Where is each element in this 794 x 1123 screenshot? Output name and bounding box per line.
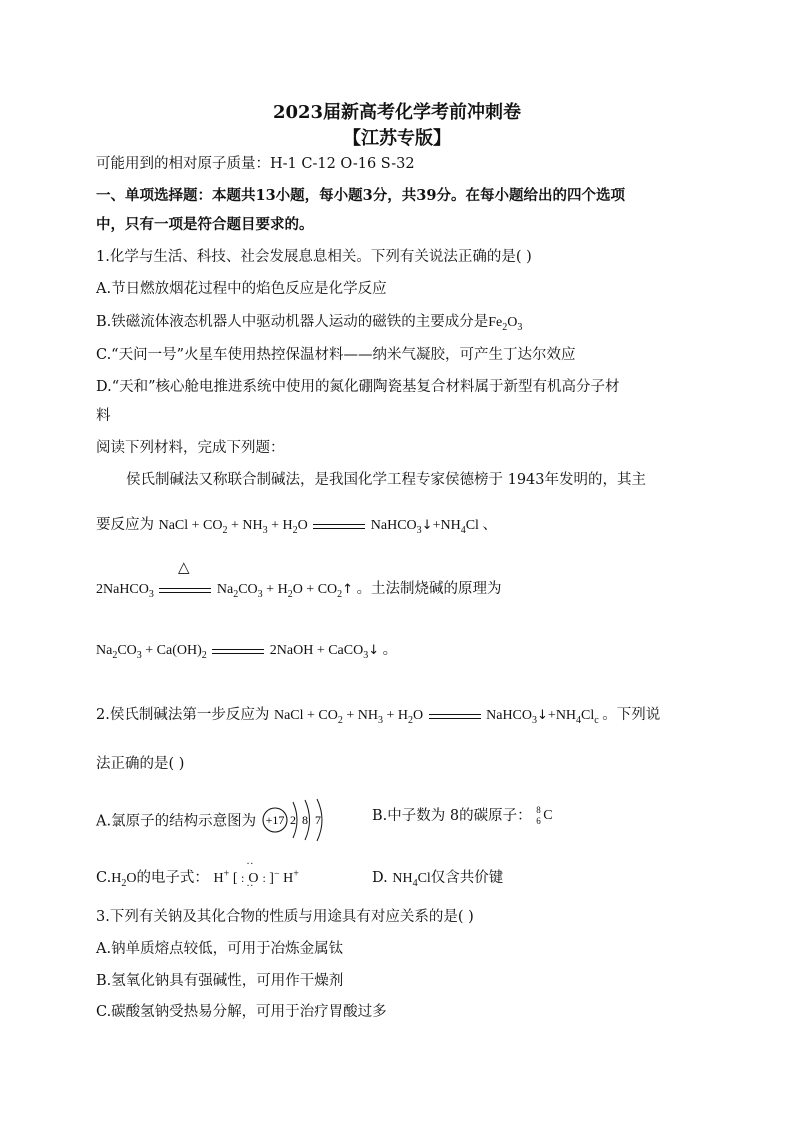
- q2-option-a: [96, 798, 339, 842]
- material-p2-prefix: 要反应为: [96, 517, 154, 533]
- q2-equation: NaCl + $CO_2 + NH_3 + H_2O$ $NaHCO_3↓+NH_4Cl_c$: [273, 708, 599, 726]
- q2-option-b-text: B.中子数为 8的碳原子：: [372, 808, 532, 824]
- q2-suffix: 。下列说: [602, 707, 661, 723]
- exam-subtitle: 【江苏专版】: [343, 128, 451, 149]
- q3-option-c: C.碳酸氢钠受热易分解，可用于治疗胃酸过多: [96, 1004, 387, 1020]
- q2-option-d: D. $NH_4Cl$仅含共价键: [372, 870, 504, 889]
- atom-shell-1: 2: [289, 813, 296, 827]
- material-equation2-line: [96, 577, 502, 600]
- q1-option-d-line2: 料: [96, 408, 111, 424]
- material-p3-tail: 。土法制烧碱的原理为: [356, 581, 502, 597]
- material-paragraph1: 侯氏制碱法又称联合制碱法，是我国化学工程专家侯德榜于 1943年发明的，其主: [126, 472, 647, 488]
- q1-option-d-line1: D.“天和”核心舱电推进系统中使用的氮化硼陶瓷基复合材料属于新型有机高分子材: [96, 379, 620, 395]
- section-heading-line2: 中，只有一项是符合题目要求的。: [96, 216, 314, 233]
- q1-stem: 1.化学与生活、科技、社会发展息息相关。下列有关说法正确的是( ): [96, 249, 532, 265]
- q1-option-a: A.节日燃放烟花过程中的焰色反应是化学反应: [96, 281, 387, 297]
- heat-symbol: △: [178, 558, 190, 576]
- atom-shell-2: 8: [301, 813, 308, 827]
- material-p2-tail: 、: [482, 517, 497, 533]
- material-intro: 阅读下列材料，完成下列题：: [96, 440, 285, 456]
- section-heading-line1: 一、单项选择题：本题共13小题，每小题3分，共39分。在每小题给出的四个选项: [96, 187, 625, 204]
- q3-option-b: B.氢氧化钠具有强碱性，可用作干燥剂: [96, 973, 344, 989]
- material-equation3-line: [96, 638, 397, 661]
- equation-3: $Na_2CO_3 + Ca(OH)_2$ 2NaOH + CaCO$_3$↓: [96, 643, 380, 661]
- q1-option-b-formula: $Fe_2O_3$: [488, 315, 523, 333]
- q2-option-a-text: A.氯原子的结构示意图为: [96, 813, 257, 830]
- q2-stem-line2: 法正确的是( ): [96, 756, 185, 772]
- atomic-masses: 可能用到的相对原子质量：H-1 C-12 O-16 S-32: [96, 156, 415, 172]
- equation-1: NaCl + $CO_2 + NH_3 + H_2O$ $NaHCO_3↓+NH_4Cl$: [158, 518, 479, 536]
- equation-2: 2NaHCO$_3$ $Na_2CO_3 + H_2O$ + $CO_2↑$: [96, 582, 354, 600]
- q1-option-b: [96, 310, 522, 333]
- q3-stem: 3.下列有关钠及其化合物的性质与用途具有对应关系的是( ): [96, 909, 474, 925]
- water-electron-formula: H+ [ :· · O · · : ]− H+: [214, 871, 299, 886]
- equals-sign: [210, 644, 266, 658]
- q2-stem-line1: [96, 703, 660, 726]
- q1-option-b-text: B.铁磁流体液态机器人中驱动机器人运动的磁铁的主要成分是: [96, 314, 489, 330]
- exam-title: 2023届新高考化学考前冲刺卷: [272, 102, 522, 123]
- equals-sign: [311, 519, 367, 533]
- q3-option-a: A.钠单质熔点较低，可用于冶炼金属钛: [96, 941, 344, 957]
- equals-sign: [427, 709, 483, 723]
- atom-nucleus-label: +17: [265, 813, 285, 827]
- material-p4-tail: 。: [382, 642, 398, 658]
- carbon-isotope-notation: 8 6 C: [536, 805, 553, 826]
- equals-sign-heat: [157, 583, 213, 597]
- material-equation1-line: [96, 513, 497, 536]
- q1-option-c: C.“天问一号”火星车使用热控保温材料——纳米气凝胶，可产生丁达尔效应: [96, 347, 576, 363]
- q2-option-b: [372, 804, 556, 827]
- chlorine-atom-structure-diagram: [261, 798, 339, 842]
- q2-option-c: $C.H_2O$的电子式： H+ [ :· · O · · : ]− H+: [96, 866, 299, 889]
- atom-shell-3: 7: [314, 813, 321, 827]
- q2-prefix: 2.侯氏制碱法第一步反应为: [96, 707, 270, 723]
